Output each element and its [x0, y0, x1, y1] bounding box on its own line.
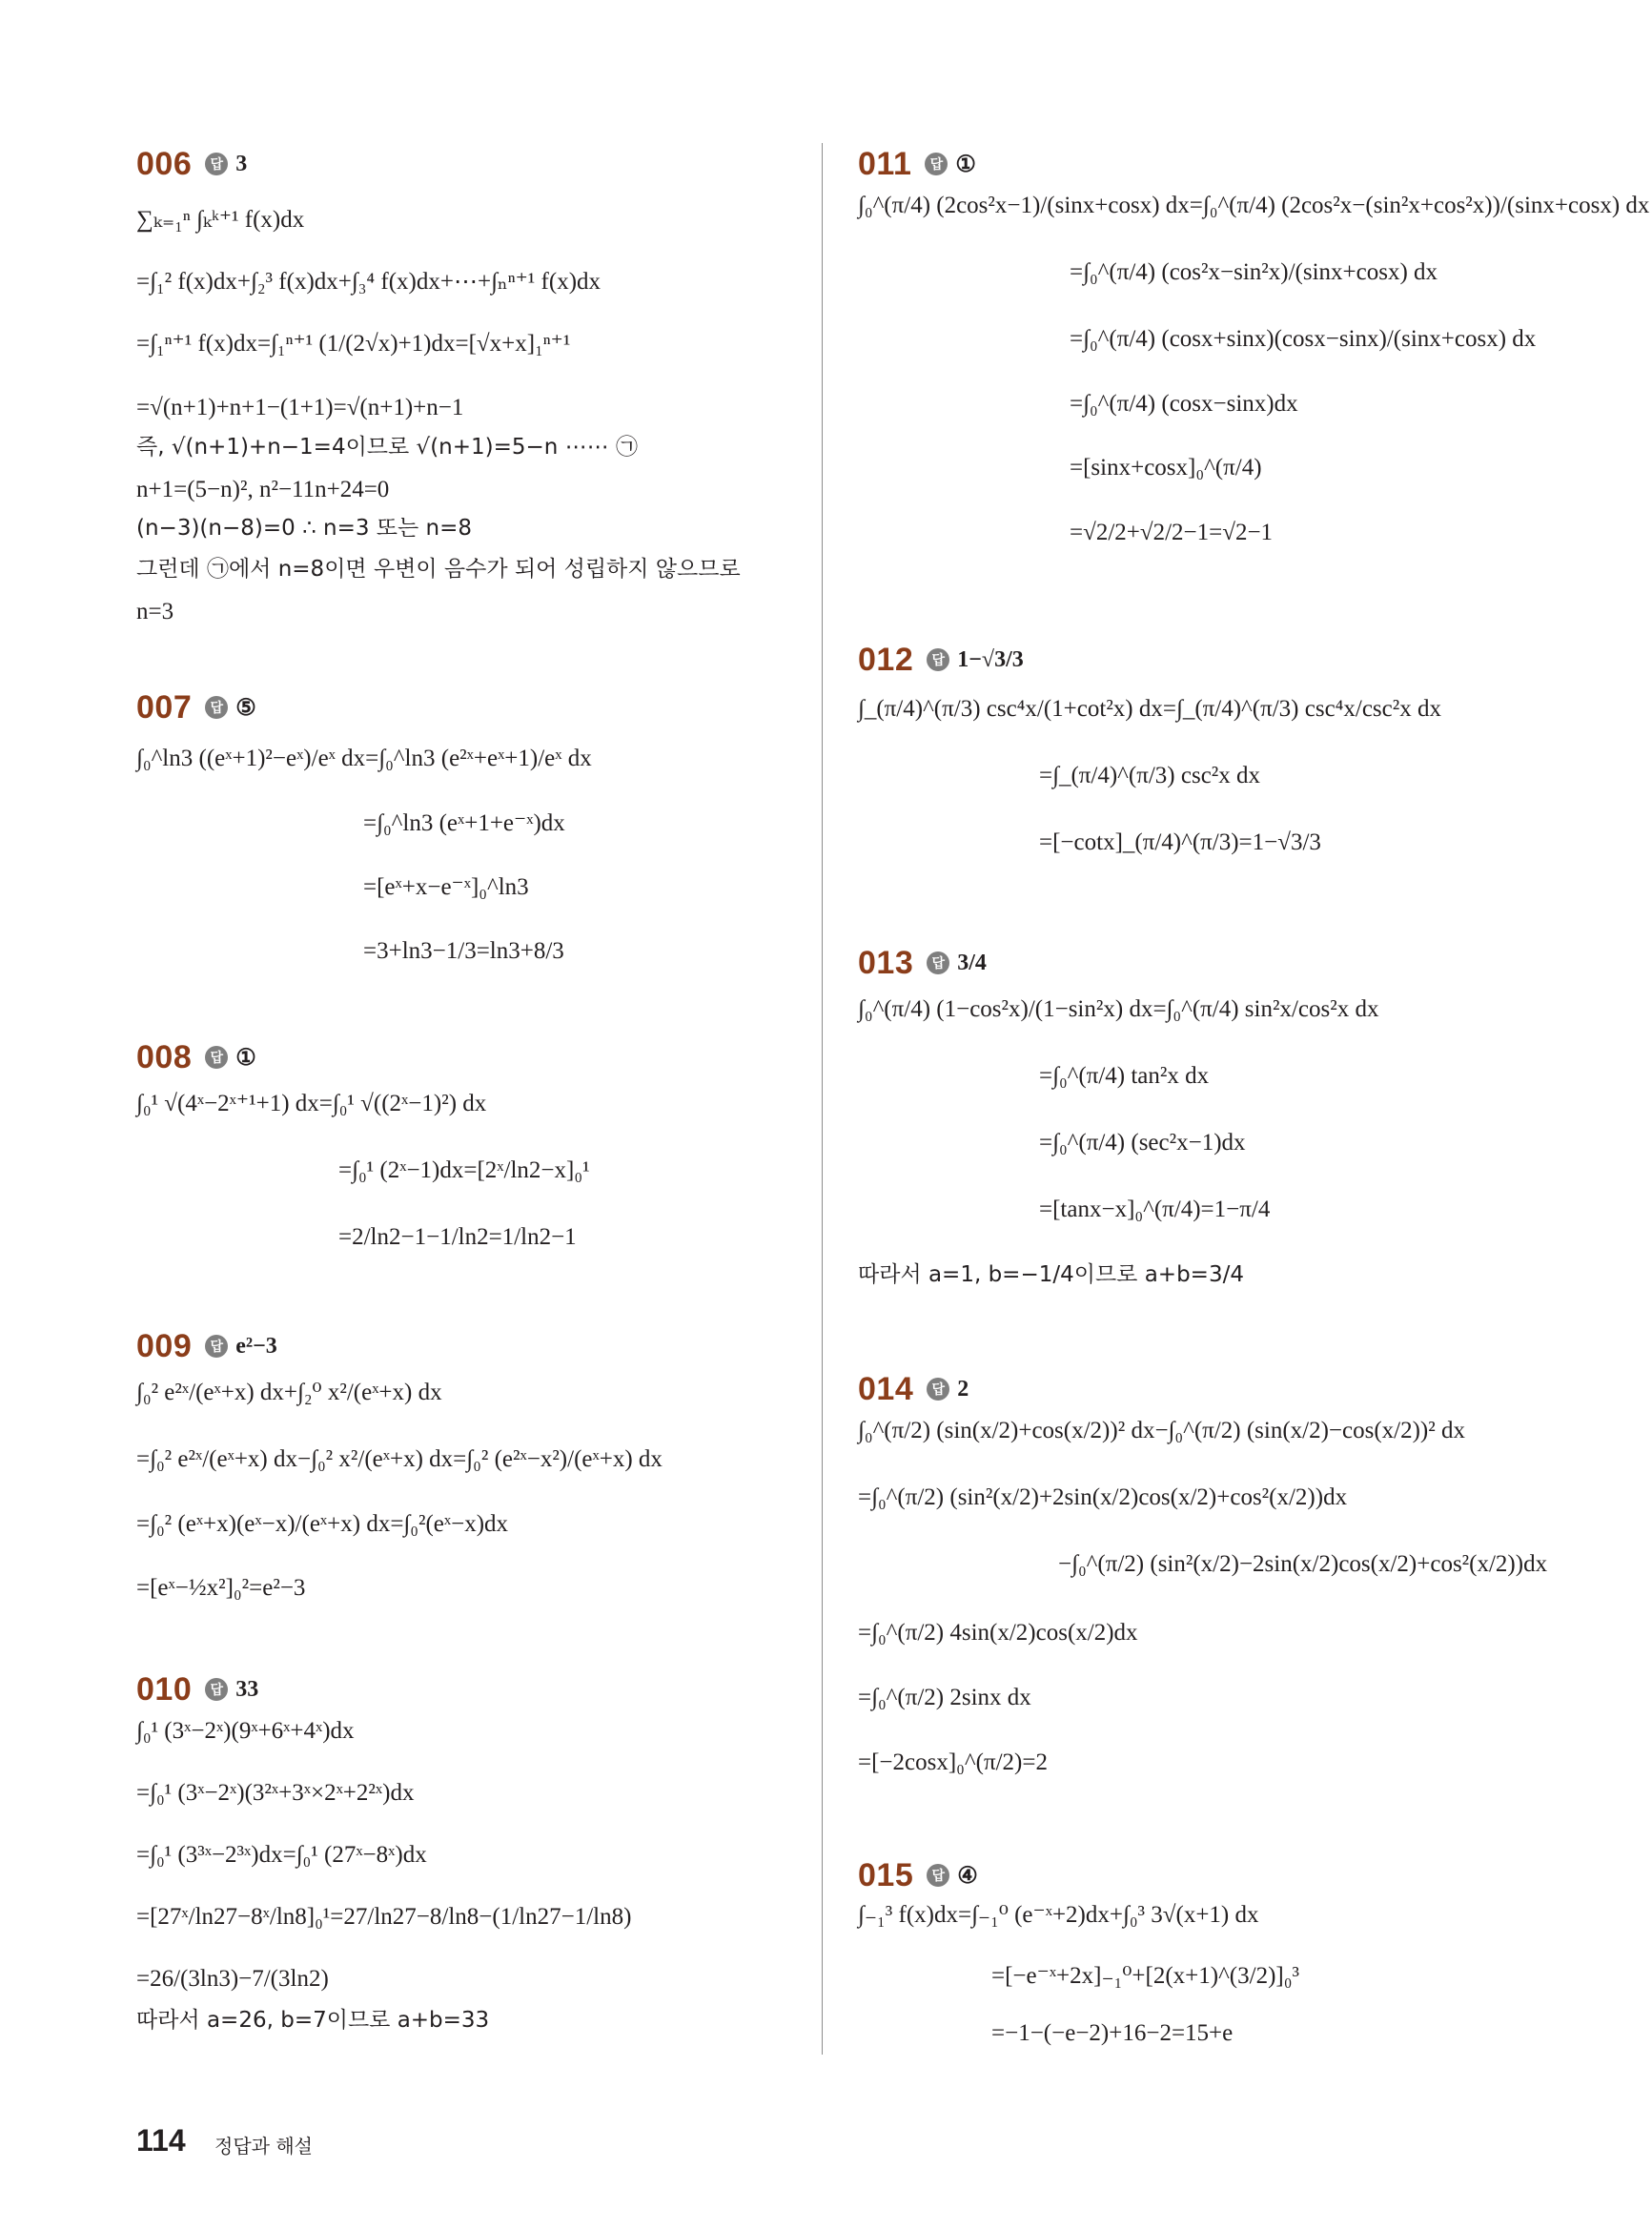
problem-answer: ①: [235, 1045, 256, 1071]
solution-line: =∫₀^(π/4) tan²x dx: [1039, 1063, 1210, 1089]
solution-line: ∫₀^ln3 ((eˣ+1)²−eˣ)/eˣ dx=∫₀^ln3 (e²ˣ+eˣ+1)/eˣ dx: [136, 746, 592, 771]
solution-line: 따라서 a=1, b=−1/4이므로 a+b=3/4: [858, 1262, 1244, 1287]
solution-line: =∫₀^(π/2) 4sin(x/2)cos(x/2)dx: [858, 1620, 1138, 1646]
solution-line: =[eˣ−½x²]₀²=e²−3: [136, 1575, 306, 1601]
problem-answer: ①: [955, 152, 976, 177]
problem-header: [858, 1854, 1525, 1896]
solution-line: =∫₀² (eˣ+x)(eˣ−x)/(eˣ+x) dx=∫₀²(eˣ−x)dx: [136, 1511, 509, 1537]
problem-answer: 2: [957, 1376, 969, 1401]
answer-badge-icon: 답: [205, 1335, 228, 1358]
problem-answer: ④: [957, 1863, 978, 1889]
solution-line: (n−3)(n−8)=0 ∴ n=3 또는 n=8: [136, 516, 473, 541]
answer-badge-icon: 답: [927, 1864, 949, 1887]
solution-line: ∫_(π/4)^(π/3) csc⁴x/(1+cot²x) dx=∫_(π/4)^(π/3) csc⁴x/csc²x dx: [858, 696, 1441, 722]
answer-badge-icon: 답: [927, 951, 949, 974]
solution-line: ∫₀¹ (3ˣ−2ˣ)(9ˣ+6ˣ+4ˣ)dx: [136, 1718, 355, 1744]
problem-015: [858, 1854, 1525, 2046]
page-number: 114: [136, 2123, 186, 2158]
solution-line: −∫₀^(π/2) (sin²(x/2)−2sin(x/2)cos(x/2)+cos²(x/2))dx: [1058, 1551, 1548, 1577]
problem-012: [858, 639, 1525, 855]
solution-line: =∫₀¹ (3³ˣ−2³ˣ)dx=∫₀¹ (27ˣ−8ˣ)dx: [136, 1842, 427, 1868]
solution-line: =[−2cosx]₀^(π/2)=2: [858, 1749, 1048, 1775]
solution-line: =3+ln3−1/3=ln3+8/3: [363, 938, 564, 964]
problem-011: [858, 143, 1650, 545]
solution-line: =∫₁² f(x)dx+∫₂³ f(x)dx+∫₃⁴ f(x)dx+⋯+∫ₙⁿ⁺¹ f(x)dx: [136, 269, 602, 295]
solution-line: =∫₀^(π/4) (sec²x−1)dx: [1039, 1130, 1246, 1156]
problem-number: 009: [136, 1327, 193, 1364]
solution-line: =[−e⁻ˣ+2x]₋₁⁰+[2(x+1)^(3/2)]₀³: [991, 1963, 1299, 1989]
problem-008: [136, 1036, 794, 1250]
solution-line: ∑ₖ₌₁ⁿ ∫ₖᵏ⁺¹ f(x)dx: [136, 207, 305, 233]
answer-badge-icon: 답: [925, 153, 948, 175]
solution-line: =[eˣ+x−e⁻ˣ]₀^ln3: [363, 874, 529, 900]
problem-number: 010: [136, 1670, 193, 1708]
problem-answer: 3/4: [957, 950, 987, 975]
solution-line: =∫₁ⁿ⁺¹ f(x)dx=∫₁ⁿ⁺¹ (1/(2√x)+1)dx=[√x+x]₁ⁿ⁺¹: [136, 331, 571, 357]
solution-line: ∫₋₁³ f(x)dx=∫₋₁⁰ (e⁻ˣ+2)dx+∫₀³ 3√(x+1) dx: [858, 1902, 1259, 1928]
problem-answer: e²−3: [235, 1333, 277, 1359]
answer-badge-icon: 답: [205, 1678, 228, 1701]
solution-line: ∫₀² e²ˣ/(eˣ+x) dx+∫₂⁰ x²/(eˣ+x) dx: [136, 1380, 442, 1405]
solution-line: =∫₀^(π/2) 2sinx dx: [858, 1685, 1031, 1710]
solution-line: n+1=(5−n)², n²−11n+24=0: [136, 477, 390, 502]
solution-line: ∫₀^(π/2) (sin(x/2)+cos(x/2))² dx−∫₀^(π/2) (sin(x/2)−cos(x/2))² dx: [858, 1418, 1465, 1443]
solution-line: =∫₀^(π/2) (sin²(x/2)+2sin(x/2)cos(x/2)+cos²(x/2))dx: [858, 1484, 1348, 1510]
problem-number: 006: [136, 145, 193, 182]
problem-number: 011: [858, 145, 912, 182]
problem-006: [136, 143, 794, 624]
solution-line: ∫₀^(π/4) (1−cos²x)/(1−sin²x) dx=∫₀^(π/4) sin²x/cos²x dx: [858, 996, 1379, 1022]
problem-header: [858, 1368, 1525, 1410]
problem-answer: 33: [235, 1676, 259, 1702]
solution-line: =∫_(π/4)^(π/3) csc²x dx: [1039, 763, 1261, 788]
solution-line: 즉, √(n+1)+n−1=4이므로 √(n+1)=5−n ⋯⋯ ㉠: [136, 435, 639, 460]
problem-013: [858, 942, 1525, 1287]
problem-number: 012: [858, 641, 914, 678]
solution-line: =[tanx−x]₀^(π/4)=1−π/4: [1039, 1197, 1271, 1222]
problem-014: [858, 1368, 1548, 1775]
solution-line: =∫₀^(π/4) (cosx+sinx)(cosx−sinx)/(sinx+cosx) dx: [1070, 326, 1537, 352]
problem-header: [136, 1668, 794, 1710]
problem-number: 008: [136, 1038, 193, 1075]
problem-007: [136, 686, 794, 964]
problem-009: [136, 1325, 794, 1601]
solution-line: =2/ln2−1−1/ln2=1/ln2−1: [338, 1224, 577, 1250]
problem-number: 007: [136, 688, 193, 726]
solution-line: =−1−(−e−2)+16−2=15+e: [991, 2020, 1234, 2046]
solution-line: n=3: [136, 599, 174, 624]
problem-header: [136, 1325, 794, 1367]
solution-line: 따라서 a=26, b=7이므로 a+b=33: [136, 2008, 490, 2033]
section-label: 정답과 해설: [214, 2135, 313, 2158]
solution-line: =[−cotx]_(π/4)^(π/3)=1−√3/3: [1039, 829, 1321, 855]
answer-badge-icon: 답: [205, 1046, 228, 1069]
solution-line: =∫₀^(π/4) (cosx−sinx)dx: [1070, 391, 1298, 417]
solution-line: =√(n+1)+n+1−(1+1)=√(n+1)+n−1: [136, 395, 464, 420]
solution-line: =∫₀^ln3 (eˣ+1+e⁻ˣ)dx: [363, 810, 565, 836]
problem-answer: 3: [235, 151, 248, 176]
problem-number: 013: [858, 944, 914, 981]
answer-badge-icon: 답: [205, 153, 228, 175]
solution-line: =[27ˣ/ln27−8ˣ/ln8]₀¹=27/ln27−8/ln8−(1/ln27−1/ln8): [136, 1904, 632, 1930]
column-divider: [822, 143, 823, 2055]
solution-line: ∫₀^(π/4) (2cos²x−1)/(sinx+cosx) dx=∫₀^(π/4) (2cos²x−(sin²x+cos²x))/(sinx+cosx) dx: [858, 193, 1650, 218]
solution-line: 그런데 ㉠에서 n=8이면 우변이 음수가 되어 성립하지 않으므로: [136, 557, 741, 582]
solution-line: =√2/2+√2/2−1=√2−1: [1070, 520, 1274, 545]
answer-badge-icon: 답: [927, 648, 949, 671]
answer-badge-icon: 답: [927, 1378, 949, 1401]
problem-header: [136, 686, 794, 728]
problem-answer: ⑤: [235, 695, 256, 721]
solution-line: ∫₀¹ √(4ˣ−2ˣ⁺¹+1) dx=∫₀¹ √((2ˣ−1)²) dx: [136, 1091, 487, 1116]
answer-badge-icon: 답: [205, 696, 228, 719]
solution-line: =∫₀^(π/4) (cos²x−sin²x)/(sinx+cosx) dx: [1070, 259, 1438, 285]
solution-line: =∫₀² e²ˣ/(eˣ+x) dx−∫₀² x²/(eˣ+x) dx=∫₀² (e²ˣ−x²)/(eˣ+x) dx: [136, 1446, 663, 1472]
problem-header: [136, 1036, 794, 1078]
problem-010: [136, 1668, 794, 2033]
solution-line: =∫₀¹ (3ˣ−2ˣ)(3²ˣ+3ˣ×2ˣ+2²ˣ)dx: [136, 1780, 415, 1806]
problem-number: 015: [858, 1856, 914, 1893]
solution-line: =26/(3ln3)−7/(3ln2): [136, 1966, 329, 1992]
problem-number: 014: [858, 1370, 914, 1407]
problem-header: [858, 639, 1525, 681]
problem-header: [136, 143, 794, 185]
solution-line: =[sinx+cosx]₀^(π/4): [1070, 455, 1262, 481]
problem-header: [858, 942, 1525, 984]
solution-line: =∫₀¹ (2ˣ−1)dx=[2ˣ/ln2−x]₀¹: [338, 1157, 590, 1183]
problem-header: [858, 143, 1525, 185]
problem-answer: 1−√3/3: [957, 646, 1024, 672]
